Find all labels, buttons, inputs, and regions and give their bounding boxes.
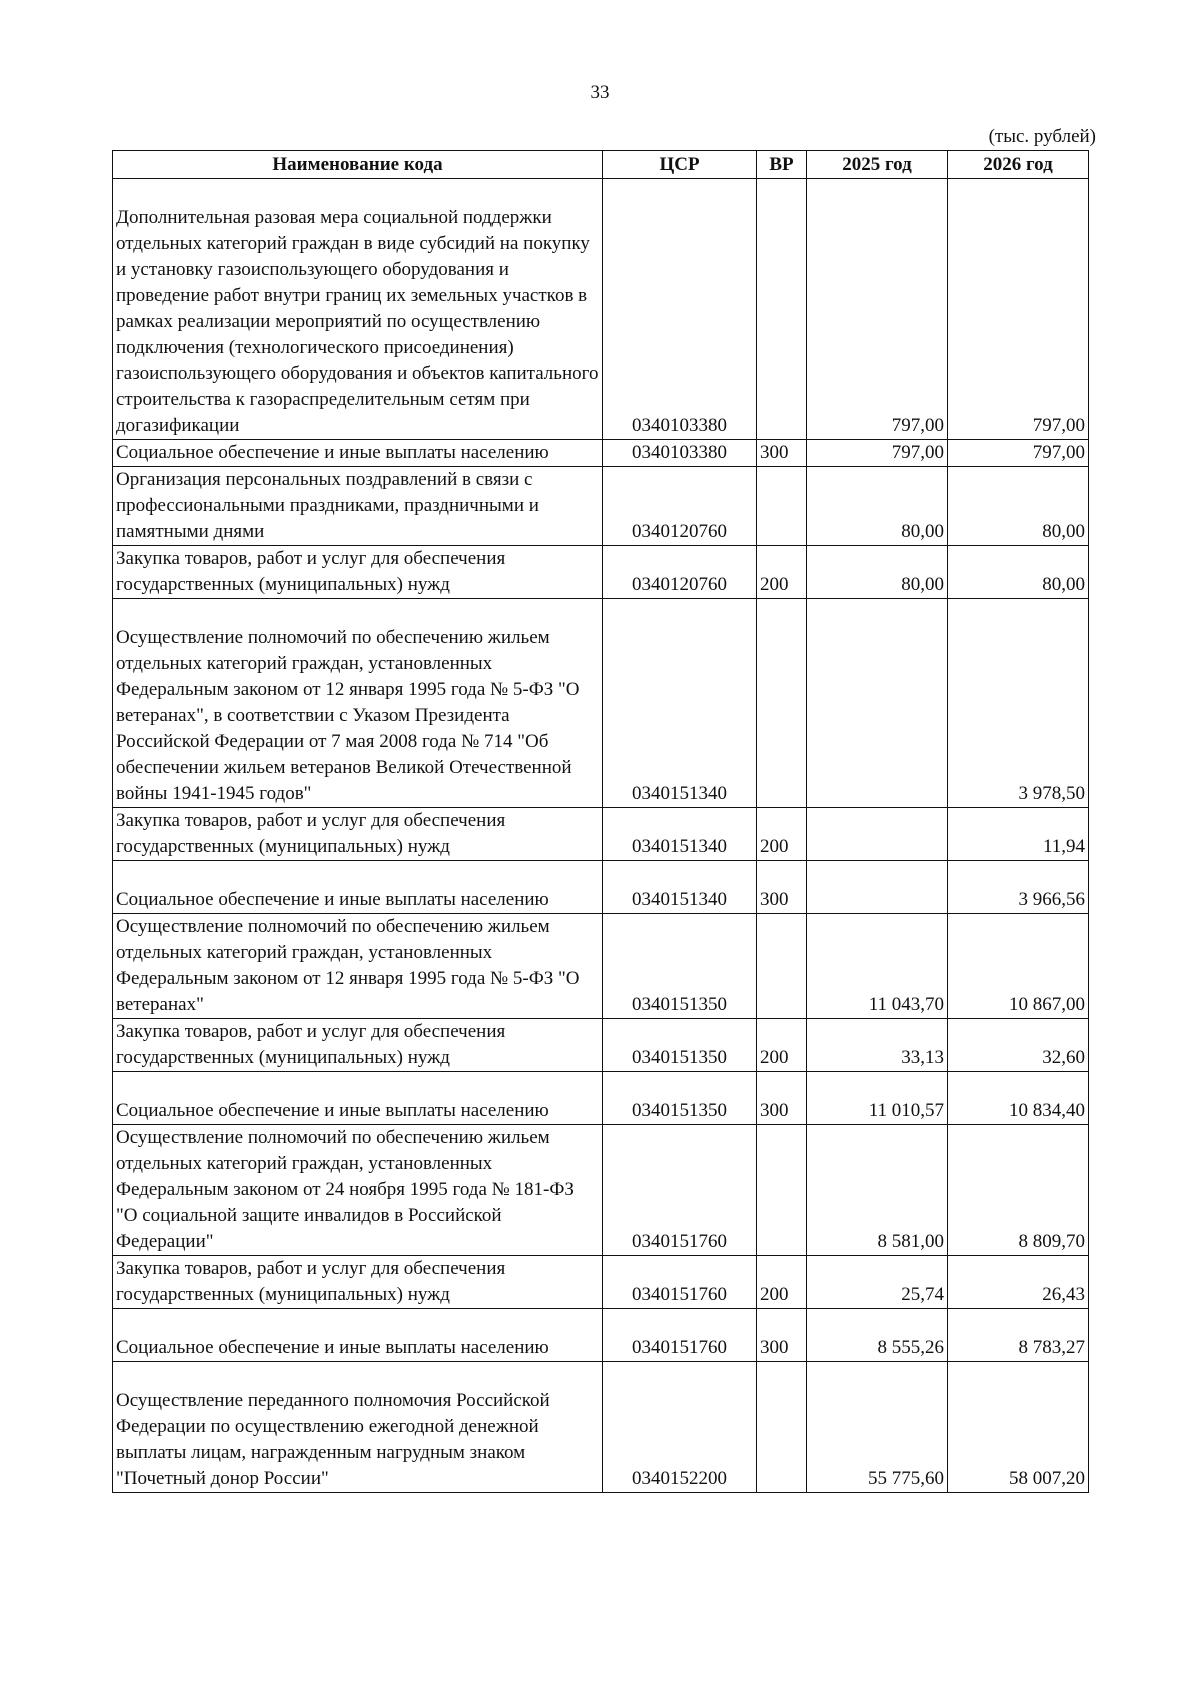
cell-csr: 0340151340 [603,599,757,808]
cell-csr: 0340103380 [603,440,757,467]
cell-2025: 11 010,57 [807,1072,948,1125]
cell-2025: 8 555,26 [807,1309,948,1362]
table-row [113,808,1089,861]
cell-name: Социальное обеспечение и иные выплаты населению [113,861,603,914]
cell-vr [757,599,807,808]
cell-2026: 8 783,27 [948,1309,1089,1362]
cell-csr: 0340151350 [603,914,757,1019]
table-row [113,599,1089,808]
cell-csr: 0340151350 [603,1072,757,1125]
page-number: 33 [590,82,610,103]
table-row [113,440,1089,467]
cell-2025 [807,808,948,861]
cell-name: Социальное обеспечение и иные выплаты населению [113,1072,603,1125]
cell-vr [757,1125,807,1256]
budget-table [112,150,1089,1493]
table-row [113,467,1089,546]
table-row [113,546,1089,599]
cell-2026: 26,43 [948,1256,1089,1309]
cell-2026: 8 809,70 [948,1125,1089,1256]
cell-name: Осуществление полномочий по обеспечению жильем отдельных категорий граждан, установленных Федеральным законом от 12 января 1995 года № 5-ФЗ "О ветеранах", в соответствии с Указом Президента Российской Федерации от 7 мая 2008 года № 714 "Об обеспечении жильем ветеранов Великой Отечественной войны 1941-1945 годов" [113,599,603,808]
cell-name: Осуществление полномочий по обеспечению жильем отдельных категорий граждан, установленных Федеральным законом от 24 ноября 1995 года № 181-ФЗ "О социальной защите инвалидов в Российской Федерации" [113,1125,603,1256]
cell-2026: 11,94 [948,808,1089,861]
cell-csr: 0340120760 [603,467,757,546]
cell-2026: 10 834,40 [948,1072,1089,1125]
cell-2025: 797,00 [807,440,948,467]
cell-2026: 80,00 [948,546,1089,599]
cell-2025 [807,599,948,808]
table-row [113,1019,1089,1072]
cell-vr: 300 [757,440,807,467]
cell-2025: 80,00 [807,546,948,599]
cell-csr: 0340151350 [603,1019,757,1072]
cell-name: Организация персональных поздравлений в связи с профессиональными праздниками, праздничными и памятными днями [113,467,603,546]
cell-2026: 797,00 [948,440,1089,467]
cell-csr: 0340151760 [603,1125,757,1256]
cell-2025: 8 581,00 [807,1125,948,1256]
cell-name: Дополнительная разовая мера социальной поддержки отдельных категорий граждан в виде субсидий на покупку и установку газоиспользующего оборудования и проведение работ внутри границ их земельных участков в рамках реализации мероприятий по осуществлению подключения (технологического присоединения) газоиспользующего оборудования и объектов капитального строительства к газораспределительным сетям при догазификации [113,179,603,440]
cell-vr: 200 [757,1019,807,1072]
cell-csr: 0340151760 [603,1256,757,1309]
header-vr: ВР [757,151,807,179]
cell-name: Закупка товаров, работ и услуг для обеспечения государственных (муниципальных) нужд [113,1256,603,1309]
cell-vr [757,467,807,546]
header-2026: 2026 год [948,151,1089,179]
cell-2026: 3 978,50 [948,599,1089,808]
cell-vr: 300 [757,861,807,914]
cell-vr: 300 [757,1309,807,1362]
cell-2026: 80,00 [948,467,1089,546]
cell-2026: 58 007,20 [948,1362,1089,1493]
cell-vr: 200 [757,1256,807,1309]
cell-csr: 0340151340 [603,808,757,861]
cell-2026: 797,00 [948,179,1089,440]
cell-vr: 200 [757,808,807,861]
table-row [113,1309,1089,1362]
cell-csr: 0340151340 [603,861,757,914]
table-row [113,1125,1089,1256]
table-row [113,1072,1089,1125]
table-row [113,1362,1089,1493]
table-row [113,861,1089,914]
cell-2025: 25,74 [807,1256,948,1309]
cell-name: Осуществление переданного полномочия Российской Федерации по осуществлению ежегодной денежной выплаты лицам, награжденным нагрудным знаком "Почетный донор России" [113,1362,603,1493]
header-name: Наименование кода [113,151,603,179]
table-row [113,914,1089,1019]
cell-vr [757,1362,807,1493]
table-row [113,1256,1089,1309]
cell-name: Закупка товаров, работ и услуг для обеспечения государственных (муниципальных) нужд [113,546,603,599]
cell-2025: 80,00 [807,467,948,546]
cell-vr [757,179,807,440]
table-header-row [113,151,1089,179]
cell-csr: 0340151760 [603,1309,757,1362]
cell-2026: 3 966,56 [948,861,1089,914]
cell-2025 [807,861,948,914]
cell-vr [757,914,807,1019]
header-csr: ЦСР [603,151,757,179]
cell-vr: 300 [757,1072,807,1125]
cell-2026: 10 867,00 [948,914,1089,1019]
cell-2025: 797,00 [807,179,948,440]
cell-vr: 200 [757,546,807,599]
cell-csr: 0340103380 [603,179,757,440]
cell-name: Социальное обеспечение и иные выплаты населению [113,1309,603,1362]
cell-2025: 33,13 [807,1019,948,1072]
table-row [113,179,1089,440]
cell-name: Социальное обеспечение и иные выплаты населению [113,440,603,467]
cell-2025: 55 775,60 [807,1362,948,1493]
cell-name: Закупка товаров, работ и услуг для обеспечения государственных (муниципальных) нужд [113,1019,603,1072]
cell-name: Закупка товаров, работ и услуг для обеспечения государственных (муниципальных) нужд [113,808,603,861]
header-2025: 2025 год [807,151,948,179]
cell-2026: 32,60 [948,1019,1089,1072]
cell-csr: 0340120760 [603,546,757,599]
cell-csr: 0340152200 [603,1362,757,1493]
cell-2025: 11 043,70 [807,914,948,1019]
units-label: (тыс. рублей) [988,126,1096,147]
cell-name: Осуществление полномочий по обеспечению жильем отдельных категорий граждан, установленных Федеральным законом от 12 января 1995 года № 5-ФЗ "О ветеранах" [113,914,603,1019]
